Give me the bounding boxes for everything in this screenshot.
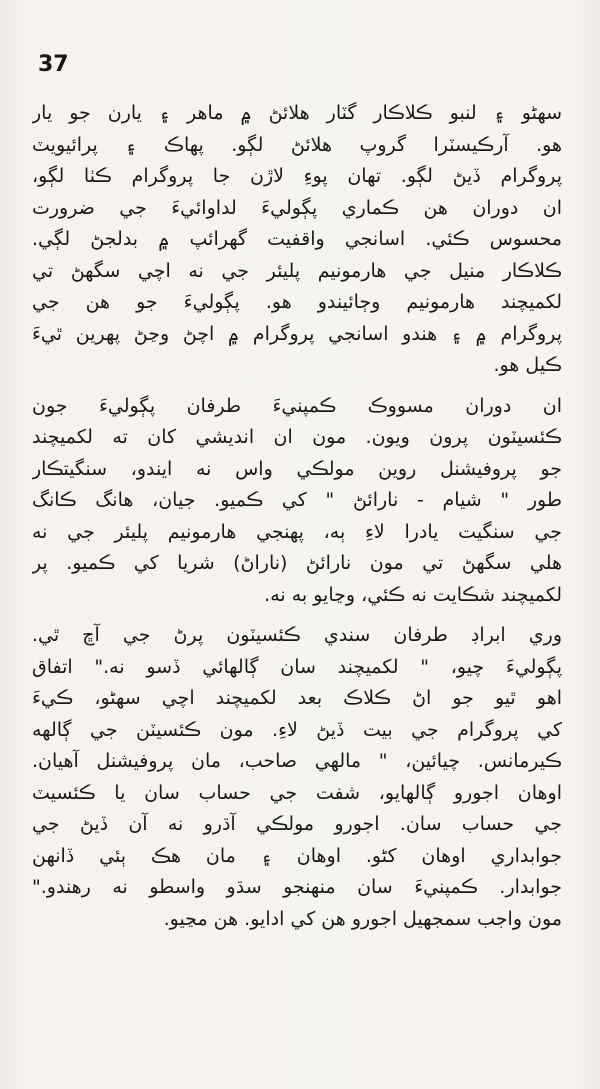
text-line: اوهان اجورو ڳالهايو، شفت جي حساب سان يا ڪئسيٽ [32, 781, 562, 804]
text-line: ڪلاڪار منيل جي هارمونيم پليئر جي نه اچي سگهڻ تي [32, 259, 562, 282]
text-line: ڪيرمانس. چيائين، " مالهي صاحب، مان پروفيشنل آهيان. [32, 750, 562, 772]
page-number: 37 [38, 52, 69, 77]
text-line: پڳوليءَ چيو، " لکميچند سان ڳالهائي ڏسو نه." اتفاق [32, 655, 562, 678]
text-line: اهو ٿيو جو اڻ ڪلاڪ بعد لکميچند اچي سهڻو، ڪيءَ [32, 687, 562, 709]
text-line: لکميچند شڪايت نه ڪئي، وڃايو به نه. [264, 583, 562, 606]
text-line: پروگرام ۾ ۽ هندو اسانجي پروگرام ۾ اچڻ وڃڻ پهرين ٿيءَ [32, 322, 562, 345]
text-line: جوابداري اوهان کڻو. اوهان ۽ مان هڪ ٻئي ڏانهن [32, 844, 562, 867]
text-line: هلي سگهڻ تي مون نارائڻ (ناراڻ) شريا کي ڪميو. پر [32, 552, 562, 574]
body-text [32, 98, 562, 935]
text-line: طور " شيام - نارائڻ " کي ڪميو. جيان، هانگ ڪانگ [32, 489, 562, 511]
text-line: جي سنگيت يادرا لاءِ ٻه، پهنجي هارمونيم پليئر جي نه [32, 520, 562, 543]
text-line: هو. آرڪيسٽرا گروپ هلائڻ لڳو. پهاڪ ۽ پرائيويٽ [32, 133, 562, 156]
paragraph-gap [32, 382, 562, 391]
text-line: جو پروفيشنل روين مولڪي واس نه ايندو، سنگيتڪار [32, 457, 562, 480]
text-line: ڪيل هو. [493, 354, 562, 376]
text-line: سهڻو ۽ لنبو ڪلاڪار گٽار هلائڻ ۾ ماهر ۽ يارن جو يار [32, 102, 562, 124]
text-line: مون واجب سمجهيل اجورو هن کي ادايو. هن مڃيو. [163, 907, 562, 930]
paragraph-1 [32, 98, 562, 382]
text-line: پروگرام ڏيڻ لڳو. تهان پوءِ لاڙن جا پروگرام ڪٺا لڳو، [32, 165, 562, 187]
text-line: وري ابراڊ طرفان سندي ڪئسيٽون پرڻ جي آڇ ٿي. [32, 624, 562, 646]
paragraph-gap [32, 611, 562, 620]
text-line: کي پروگرام جي بيت ڏيڻ لاءِ. مون ڪئسيٽن جي ڳالهه [32, 718, 562, 741]
text-line: ڪئسيٽون پرون ويون. مون ان انديشي کان ته لکميچند [32, 426, 562, 448]
text-line: محسوس ڪئي. اسانجي واقفيت گهرائپ ۾ بدلجڻ لڳي. [32, 228, 562, 250]
paragraph-3 [32, 620, 562, 935]
paragraph-2 [32, 391, 562, 612]
text-line: ان دوران هن ڪماري پڳوليءَ لداوائيءَ جي ضرورت [32, 196, 562, 219]
text-line: جوابدار. ڪمپنيءَ سان منهنجو سڌو واسطو نه رهندو." [32, 876, 562, 898]
text-line: ان دوران مسووڪ ڪمپنيءَ طرفان پڳوليءَ جون [32, 394, 562, 417]
text-line: لکميچند هارمونيم وڄائيندو هو. پڳوليءَ جو هن جي [32, 291, 562, 313]
text-line: جي حساب سان. اجورو مولڪي آڌرو نه آن ڏيڻ جي [32, 813, 562, 835]
